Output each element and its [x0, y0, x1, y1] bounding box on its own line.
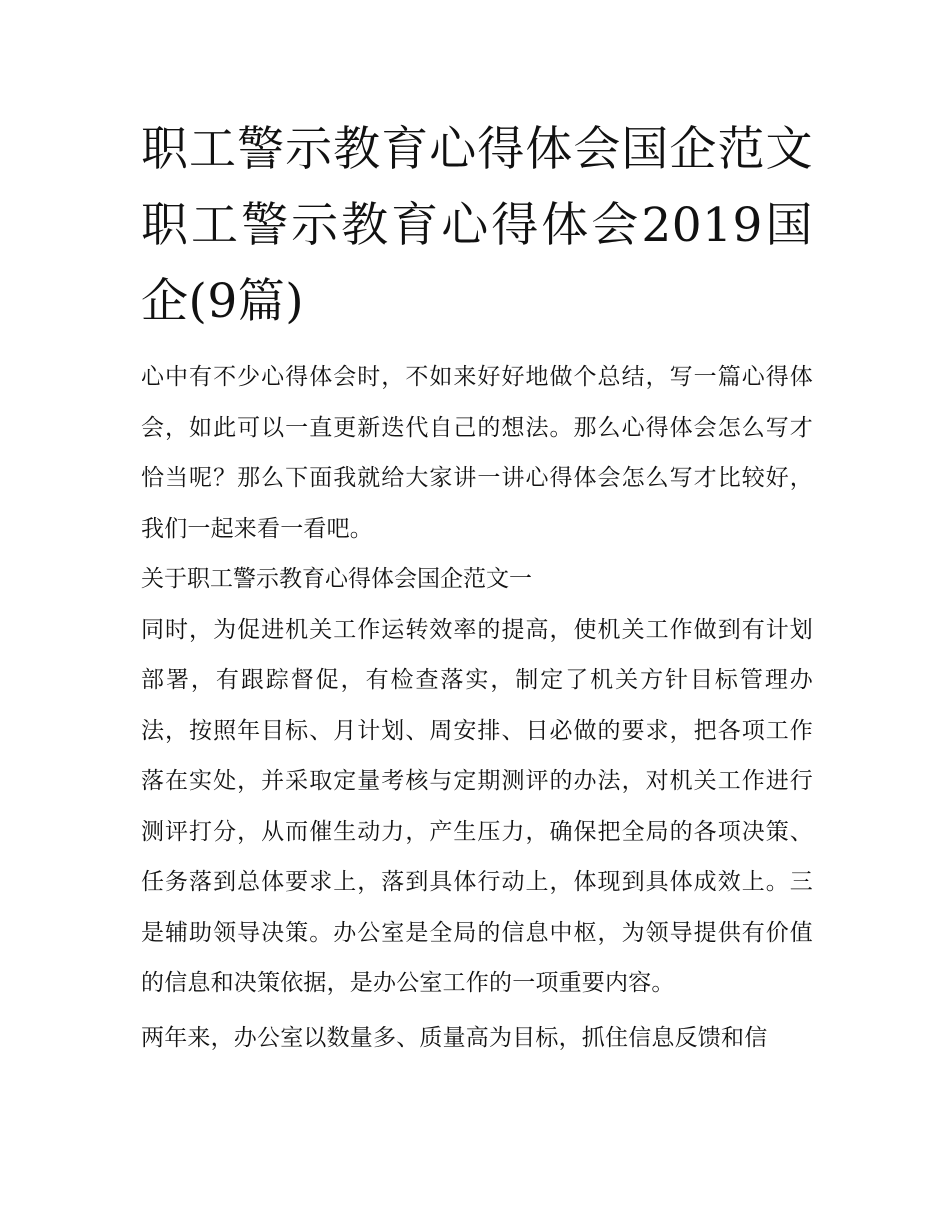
- section-heading: 关于职工警示教育心得体会国企范文一: [141, 566, 532, 592]
- body-paragraph-2: 两年来，办公室以数量多、质量高为目标，抓住信息反馈和信: [141, 1024, 768, 1051]
- document-title: 职工警示教育心得体会国企范文 职工警示教育心得体会2019国企(9篇): [141, 122, 813, 329]
- intro-paragraph: 心中有不少心得体会时，不如来好好地做个总结，写一篇心得体会，如此可以一直更新迭代自己的想法。那么心得体会怎么写才恰当呢？那么下面我就给大家讲一讲心得体会怎么写才比较好，我们一起来看一看吧。: [141, 364, 813, 542]
- body-paragraph-1: 同时，为促进机关工作运转效率的提高，使机关工作做到有计划部署，有跟踪督促，有检查落实，制定了机关方针目标管理办法，按照年目标、月计划、周安排、日必做的要求，把各项工作落在实处，并采取定量考核与定期测评的办法，对机关工作进行测评打分，从而催生动力，产生压力，确保把全局的各项决策、任务落到总体要求上，落到具体行动上，体现到具体成效上。三是辅助领导决策。办公室是全局的信息中枢，为领导提供有价值的信息和决策依据，是办公室工作的一项重要内容。: [141, 616, 813, 996]
- document-page: [141, 112, 813, 1063]
